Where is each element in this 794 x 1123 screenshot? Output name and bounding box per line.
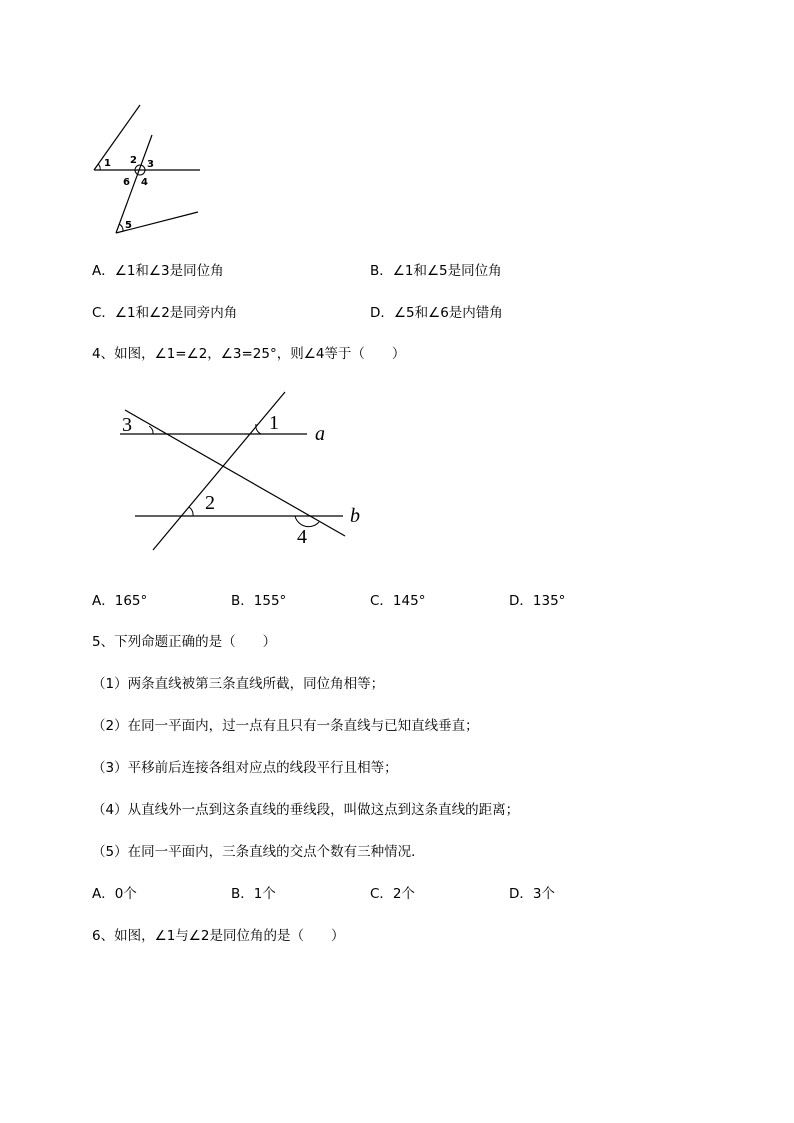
q4-figure [115, 388, 375, 558]
q4-label-a: a [315, 423, 325, 445]
q5-option-d[interactable]: D．3个 [509, 886, 555, 902]
q4-label-3: 3 [122, 414, 132, 436]
q4-stem: 4、如图，∠1=∠2，∠3=25°，则∠4等于（ ） [92, 346, 406, 362]
q3-label-3: 3 [147, 159, 154, 170]
q6-stem: 6、如图，∠1与∠2是同位角的是（ ） [92, 928, 345, 944]
q3-option-d[interactable]: D．∠5和∠6是内错角 [370, 305, 503, 321]
q4-arc-3 [149, 426, 153, 434]
q5-item-1: （1）两条直线被第三条直线所截，同位角相等； [92, 676, 385, 692]
q3-option-a[interactable]: A．∠1和∠3是同位角 [92, 263, 224, 279]
q3-option-c[interactable]: C．∠1和∠2是同旁内角 [92, 305, 238, 321]
q4-option-d[interactable]: D．135° [509, 593, 566, 609]
q3-label-1: 1 [104, 158, 111, 169]
q3-label-2: 2 [130, 155, 137, 166]
q4-label-b: b [350, 505, 360, 527]
q5-item-2: （2）在同一平面内，过一点有且只有一条直线与已知直线垂直； [92, 718, 479, 734]
q3-option-b[interactable]: B．∠1和∠5是同位角 [370, 263, 502, 279]
q4-label-2: 2 [205, 492, 215, 514]
q3-label-4: 4 [141, 177, 148, 188]
q4-transversal-left [125, 410, 345, 536]
q4-transversal-right [153, 392, 285, 550]
q3-arc-5 [119, 224, 123, 231]
q5-option-c[interactable]: C．2个 [370, 886, 416, 902]
q3-label-6: 6 [123, 177, 130, 188]
q5-item-5: （5）在同一平面内，三条直线的交点个数有三种情况． [92, 844, 425, 860]
q4-label-4: 4 [297, 526, 307, 548]
q5-option-a[interactable]: A．0个 [92, 886, 137, 902]
q5-option-b[interactable]: B．1个 [231, 886, 276, 902]
q3-figure [90, 100, 210, 240]
q3-arc-1 [98, 164, 100, 170]
q4-option-c[interactable]: C．145° [370, 593, 426, 609]
q3-label-5: 5 [125, 220, 132, 231]
q4-label-1: 1 [269, 412, 279, 434]
q4-option-b[interactable]: B．155° [231, 593, 287, 609]
q4-option-a[interactable]: A．165° [92, 593, 148, 609]
q5-item-3: （3）平移前后连接各组对应点的线段平行且相等； [92, 760, 398, 776]
q4-arc-2 [189, 507, 193, 516]
q5-item-4: （4）从直线外一点到这条直线的垂线段，叫做这点到这条直线的距离； [92, 802, 520, 818]
q5-stem: 5、下列命题正确的是（ ） [92, 634, 277, 650]
